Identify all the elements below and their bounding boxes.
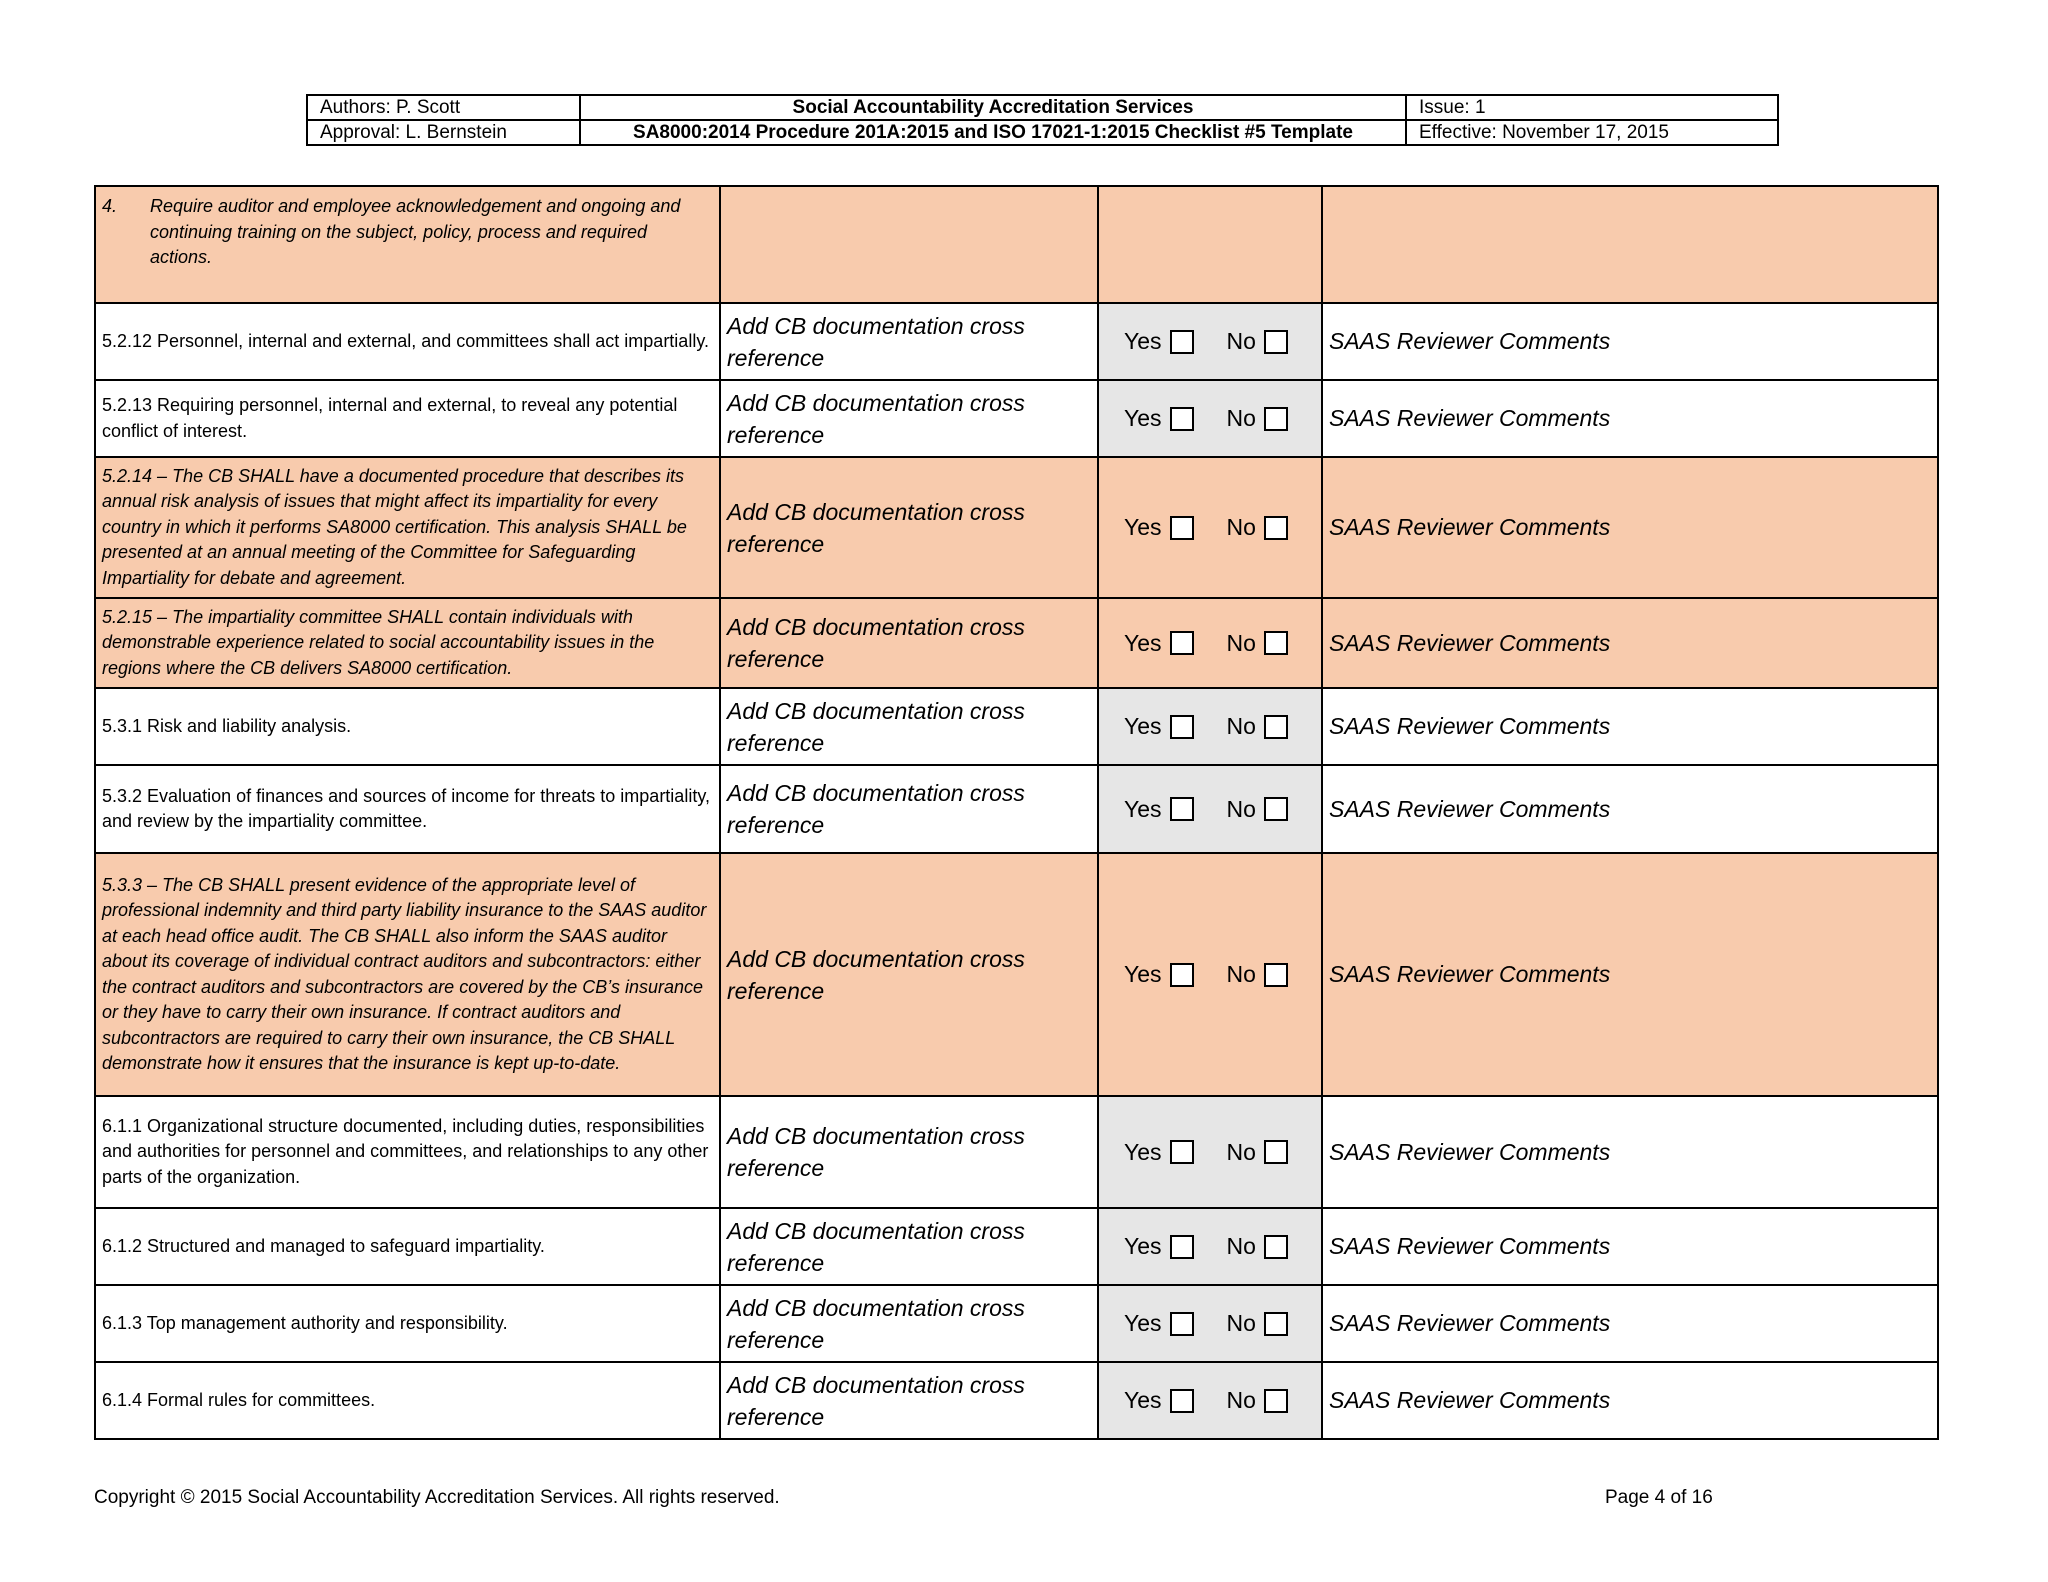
reviewer-comments-field[interactable]: SAAS Reviewer Comments <box>1322 853 1938 1096</box>
header-effective: Effective: November 17, 2015 <box>1406 120 1778 145</box>
reviewer-comments-field[interactable]: SAAS Reviewer Comments <box>1322 598 1938 688</box>
table-row <box>95 303 1938 380</box>
header-subtitle: SA8000:2014 Procedure 201A:2015 and ISO 17021-1:2015 Checklist #5 Template <box>580 120 1406 145</box>
yes-label: Yes <box>1124 1233 1162 1259</box>
table-row <box>95 1096 1938 1208</box>
header-title: Social Accountability Accreditation Services <box>580 95 1406 120</box>
cb-reference-field[interactable]: Add CB documentation cross reference <box>720 688 1098 765</box>
no-label: No <box>1226 1387 1256 1413</box>
no-checkbox[interactable] <box>1264 797 1288 821</box>
requirement-text: 6.1.1 Organizational structure documented, including duties, responsibilities and authorities for personnel and committees, and relationships to any other parts of the organization. <box>95 1096 720 1208</box>
no-label: No <box>1226 328 1256 354</box>
intro-number: 4. <box>102 196 118 216</box>
intro-row <box>95 186 1938 303</box>
yes-checkbox[interactable] <box>1170 1140 1194 1164</box>
reviewer-comments-field[interactable]: SAAS Reviewer Comments <box>1322 303 1938 380</box>
cb-reference-field[interactable]: Add CB documentation cross reference <box>720 303 1098 380</box>
requirement-text: 5.3.2 Evaluation of finances and sources of income for threats to impartiality, and review by the impartiality committee. <box>95 765 720 853</box>
requirement-text: 6.1.3 Top management authority and responsibility. <box>95 1285 720 1362</box>
requirement-text: 5.3.3 – The CB SHALL present evidence of the appropriate level of professional indemnity and third party liability insurance to the SAAS auditor at each head office audit. The CB SHALL also inform the SAAS auditor about its coverage of individual contract auditors and subcontractors: either the contract auditors and subcontractors are covered by the CB’s insurance or they have to carry their own insurance. If contract auditors and subcontractors are required to carry their own insurance, the CB SHALL demonstrate how it ensures that the insurance is kept up-to-date. <box>95 853 720 1096</box>
no-checkbox[interactable] <box>1264 516 1288 540</box>
no-checkbox[interactable] <box>1264 1389 1288 1413</box>
reviewer-comments-field[interactable]: SAAS Reviewer Comments <box>1322 380 1938 457</box>
yes-label: Yes <box>1124 405 1162 431</box>
no-label: No <box>1226 514 1256 540</box>
requirement-text: 5.2.13 Requiring personnel, internal and external, to reveal any potential conflict of interest. <box>95 380 720 457</box>
yes-checkbox[interactable] <box>1170 516 1194 540</box>
no-label: No <box>1226 1310 1256 1336</box>
reviewer-comments-field[interactable]: SAAS Reviewer Comments <box>1322 765 1938 853</box>
yes-label: Yes <box>1124 1387 1162 1413</box>
no-checkbox[interactable] <box>1264 407 1288 431</box>
cb-reference-field[interactable]: Add CB documentation cross reference <box>720 853 1098 1096</box>
no-checkbox[interactable] <box>1264 1235 1288 1259</box>
no-label: No <box>1226 1138 1256 1165</box>
cb-reference-field[interactable]: Add CB documentation cross reference <box>720 1362 1098 1439</box>
no-checkbox[interactable] <box>1264 715 1288 739</box>
reviewer-comments-field[interactable]: SAAS Reviewer Comments <box>1322 1362 1938 1439</box>
table-row <box>95 1285 1938 1362</box>
reviewer-comments-field[interactable]: SAAS Reviewer Comments <box>1322 688 1938 765</box>
yes-label: Yes <box>1124 1310 1162 1336</box>
table-row <box>95 853 1938 1096</box>
yes-checkbox[interactable] <box>1170 963 1194 987</box>
yes-checkbox[interactable] <box>1170 330 1194 354</box>
cb-reference-field[interactable]: Add CB documentation cross reference <box>720 457 1098 598</box>
header-authors: Authors: P. Scott <box>307 95 580 120</box>
yes-checkbox[interactable] <box>1170 715 1194 739</box>
requirement-text: 6.1.4 Formal rules for committees. <box>95 1362 720 1439</box>
cb-reference-field[interactable]: Add CB documentation cross reference <box>720 1208 1098 1285</box>
cb-reference-field[interactable]: Add CB documentation cross reference <box>720 1285 1098 1362</box>
table-row <box>95 1208 1938 1285</box>
yes-checkbox[interactable] <box>1170 1389 1194 1413</box>
yes-label: Yes <box>1124 514 1162 540</box>
cb-reference-field[interactable]: Add CB documentation cross reference <box>720 1096 1098 1208</box>
header-approval: Approval: L. Bernstein <box>307 120 580 145</box>
yes-checkbox[interactable] <box>1170 797 1194 821</box>
no-label: No <box>1226 405 1256 431</box>
table-row <box>95 598 1938 688</box>
table-row <box>95 765 1938 853</box>
no-label: No <box>1226 795 1256 822</box>
table-row <box>95 688 1938 765</box>
document-header <box>306 94 1779 146</box>
requirement-text: 5.2.14 – The CB SHALL have a documented procedure that describes its annual risk analysis of issues that might affect its impartiality for every country in which it performs SA8000 certification. This analysis SHALL be presented at an annual meeting of the Committee for Safeguarding Impartiality for debate and agreement. <box>95 457 720 598</box>
no-label: No <box>1226 713 1256 739</box>
yes-checkbox[interactable] <box>1170 1235 1194 1259</box>
reviewer-comments-field[interactable]: SAAS Reviewer Comments <box>1322 457 1938 598</box>
cb-reference-field[interactable]: Add CB documentation cross reference <box>720 380 1098 457</box>
footer-copyright: Copyright © 2015 Social Accountability Accreditation Services. All rights reserved. <box>94 1487 780 1508</box>
yes-checkbox[interactable] <box>1170 631 1194 655</box>
table-row <box>95 1362 1938 1439</box>
requirement-text: 6.1.2 Structured and managed to safeguard impartiality. <box>95 1208 720 1285</box>
reviewer-comments-field[interactable]: SAAS Reviewer Comments <box>1322 1096 1938 1208</box>
yes-label: Yes <box>1124 961 1162 987</box>
reviewer-comments-field[interactable]: SAAS Reviewer Comments <box>1322 1285 1938 1362</box>
yes-checkbox[interactable] <box>1170 1312 1194 1336</box>
requirement-text: 5.2.12 Personnel, internal and external, and committees shall act impartially. <box>95 303 720 380</box>
yes-label: Yes <box>1124 328 1162 354</box>
requirement-text: 5.2.15 – The impartiality committee SHALL contain individuals with demonstrable experience related to social accountability issues in the regions where the CB delivers SA8000 certification. <box>95 598 720 688</box>
reviewer-comments-field[interactable]: SAAS Reviewer Comments <box>1322 1208 1938 1285</box>
yes-label: Yes <box>1124 1138 1162 1165</box>
yes-label: Yes <box>1124 629 1162 656</box>
no-checkbox[interactable] <box>1264 963 1288 987</box>
no-checkbox[interactable] <box>1264 1312 1288 1336</box>
no-label: No <box>1226 1233 1256 1259</box>
no-label: No <box>1226 629 1256 656</box>
no-label: No <box>1226 961 1256 987</box>
cb-reference-field[interactable]: Add CB documentation cross reference <box>720 765 1098 853</box>
yes-label: Yes <box>1124 713 1162 739</box>
yes-checkbox[interactable] <box>1170 407 1194 431</box>
intro-text: Require auditor and employee acknowledgement and ongoing and continuing training on the subject, policy, process and required actions. <box>150 196 681 267</box>
cb-reference-field[interactable]: Add CB documentation cross reference <box>720 598 1098 688</box>
requirement-text: 5.3.1 Risk and liability analysis. <box>95 688 720 765</box>
no-checkbox[interactable] <box>1264 330 1288 354</box>
yes-label: Yes <box>1124 795 1162 822</box>
no-checkbox[interactable] <box>1264 631 1288 655</box>
no-checkbox[interactable] <box>1264 1140 1288 1164</box>
header-issue: Issue: 1 <box>1406 95 1778 120</box>
footer-page-number: Page 4 of 16 <box>1605 1487 1713 1508</box>
checklist-table <box>94 185 1939 1440</box>
table-row <box>95 380 1938 457</box>
table-row <box>95 457 1938 598</box>
